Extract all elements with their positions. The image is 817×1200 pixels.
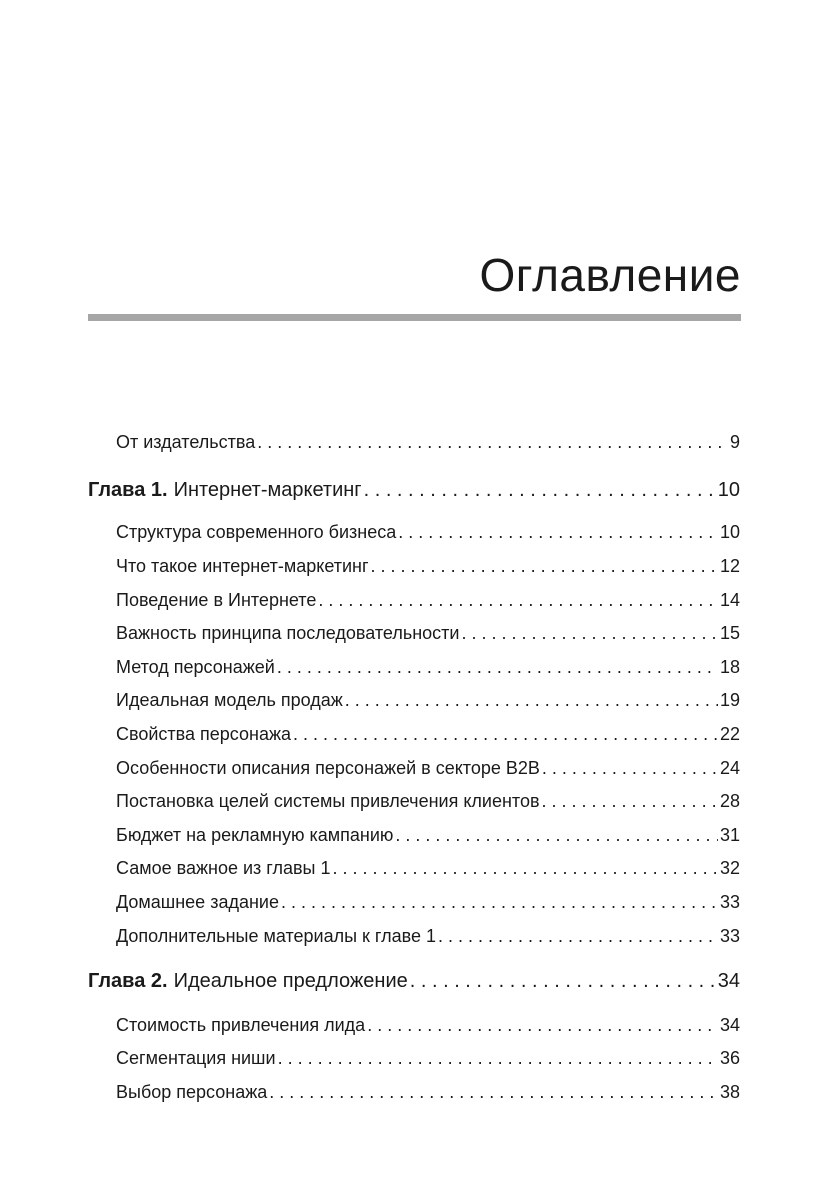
toc-entry-label: Сегментация ниши	[116, 1048, 276, 1068]
toc-page-number: 15	[719, 623, 740, 643]
dot-leader	[293, 723, 718, 745]
toc-page-number: 19	[719, 690, 740, 710]
toc-page-number: 22	[719, 724, 740, 744]
toc-entry[interactable]	[116, 757, 740, 779]
toc-entry[interactable]	[116, 1081, 740, 1103]
dot-leader	[277, 656, 718, 678]
dot-leader	[371, 555, 718, 577]
toc-entry-label: Постановка целей системы привлечения клиентов	[116, 791, 540, 811]
toc-entry-label: От издательства	[116, 432, 256, 452]
toc-page-number: 36	[719, 1048, 740, 1068]
toc-page-number: 12	[719, 556, 740, 576]
toc-entry-label: Дополнительные материалы к главе 1	[116, 926, 436, 946]
toc-page-number: 34	[719, 1015, 740, 1035]
dot-leader	[269, 1081, 718, 1103]
dot-leader	[542, 790, 718, 812]
dot-leader	[278, 1047, 718, 1069]
toc-entry-label: Важность принципа последовательности	[116, 623, 460, 643]
toc-entry-label: Идеальная модель продаж	[116, 690, 343, 710]
dot-leader	[364, 479, 716, 501]
toc-page-number: 33	[719, 892, 740, 912]
toc-entry[interactable]	[116, 891, 740, 913]
toc-entry[interactable]	[116, 790, 740, 812]
toc-entry[interactable]	[116, 689, 740, 711]
toc-entry-label: Поведение в Интернете	[116, 590, 317, 610]
toc-page-number: 28	[719, 791, 740, 811]
dot-leader	[318, 589, 718, 611]
dot-leader	[398, 521, 718, 543]
toc-page-number: 24	[719, 758, 740, 778]
toc-entry[interactable]	[116, 857, 740, 879]
dot-leader	[438, 925, 718, 947]
toc-entry[interactable]	[116, 521, 740, 543]
toc-entry-label: Бюджет на рекламную кампанию	[116, 825, 394, 845]
toc-page-number: 9	[729, 432, 740, 452]
toc-entry[interactable]	[116, 656, 740, 678]
toc-page-number: 33	[719, 926, 740, 946]
dot-leader	[367, 1014, 718, 1036]
toc-page-number: 34	[717, 970, 740, 992]
toc-page-number: 38	[719, 1082, 740, 1102]
toc-entry-label: Свойства персонажа	[116, 724, 292, 744]
toc-page-number: 10	[717, 479, 740, 501]
toc-page-number: 10	[719, 522, 740, 542]
toc-entry[interactable]	[116, 723, 740, 745]
toc-page-number: 31	[719, 825, 740, 845]
chapter-title: Идеальное предложение	[173, 970, 408, 992]
chapter-title: Интернет-маркетинг	[173, 479, 362, 501]
toc-entry-label: Метод персонажей	[116, 657, 275, 677]
chapter-number: Глава 2.	[88, 970, 168, 992]
dot-leader	[395, 824, 718, 846]
dot-leader	[461, 622, 718, 644]
toc-entry-label: Самое важное из главы 1	[116, 858, 331, 878]
toc-chapter-2[interactable]	[88, 970, 740, 992]
dot-leader	[257, 431, 728, 453]
toc-entry-label: Особенности описания персонажей в секторе B2B	[116, 758, 540, 778]
toc-entry-label: Структура современного бизнеса	[116, 522, 397, 542]
dot-leader	[333, 857, 718, 879]
toc-entry[interactable]	[116, 925, 740, 947]
chapter-number: Глава 1.	[88, 479, 168, 501]
toc-entry[interactable]	[116, 1014, 740, 1036]
toc-entry[interactable]	[116, 622, 740, 644]
toc-entry-label: Выбор персонажа	[116, 1082, 268, 1102]
toc-entry[interactable]	[116, 589, 740, 611]
toc-entry-label: Что такое интернет-маркетинг	[116, 556, 369, 576]
dot-leader	[410, 970, 716, 992]
dot-leader	[281, 891, 718, 913]
toc-page-number: 32	[719, 858, 740, 878]
toc-entry-label: Домашнее задание	[116, 892, 279, 912]
toc-page-number: 14	[719, 590, 740, 610]
dot-leader	[542, 757, 718, 779]
dot-leader	[345, 689, 718, 711]
page-title: Оглавление	[479, 249, 741, 301]
toc-page-number: 18	[719, 657, 740, 677]
toc-entry[interactable]	[116, 1047, 740, 1069]
toc-entry-publisher-note[interactable]	[116, 431, 740, 453]
toc-entry-label: Стоимость привлечения лида	[116, 1015, 366, 1035]
toc-chapter-1[interactable]	[88, 479, 740, 501]
toc-entry[interactable]	[116, 555, 740, 577]
toc-entry[interactable]	[116, 824, 740, 846]
